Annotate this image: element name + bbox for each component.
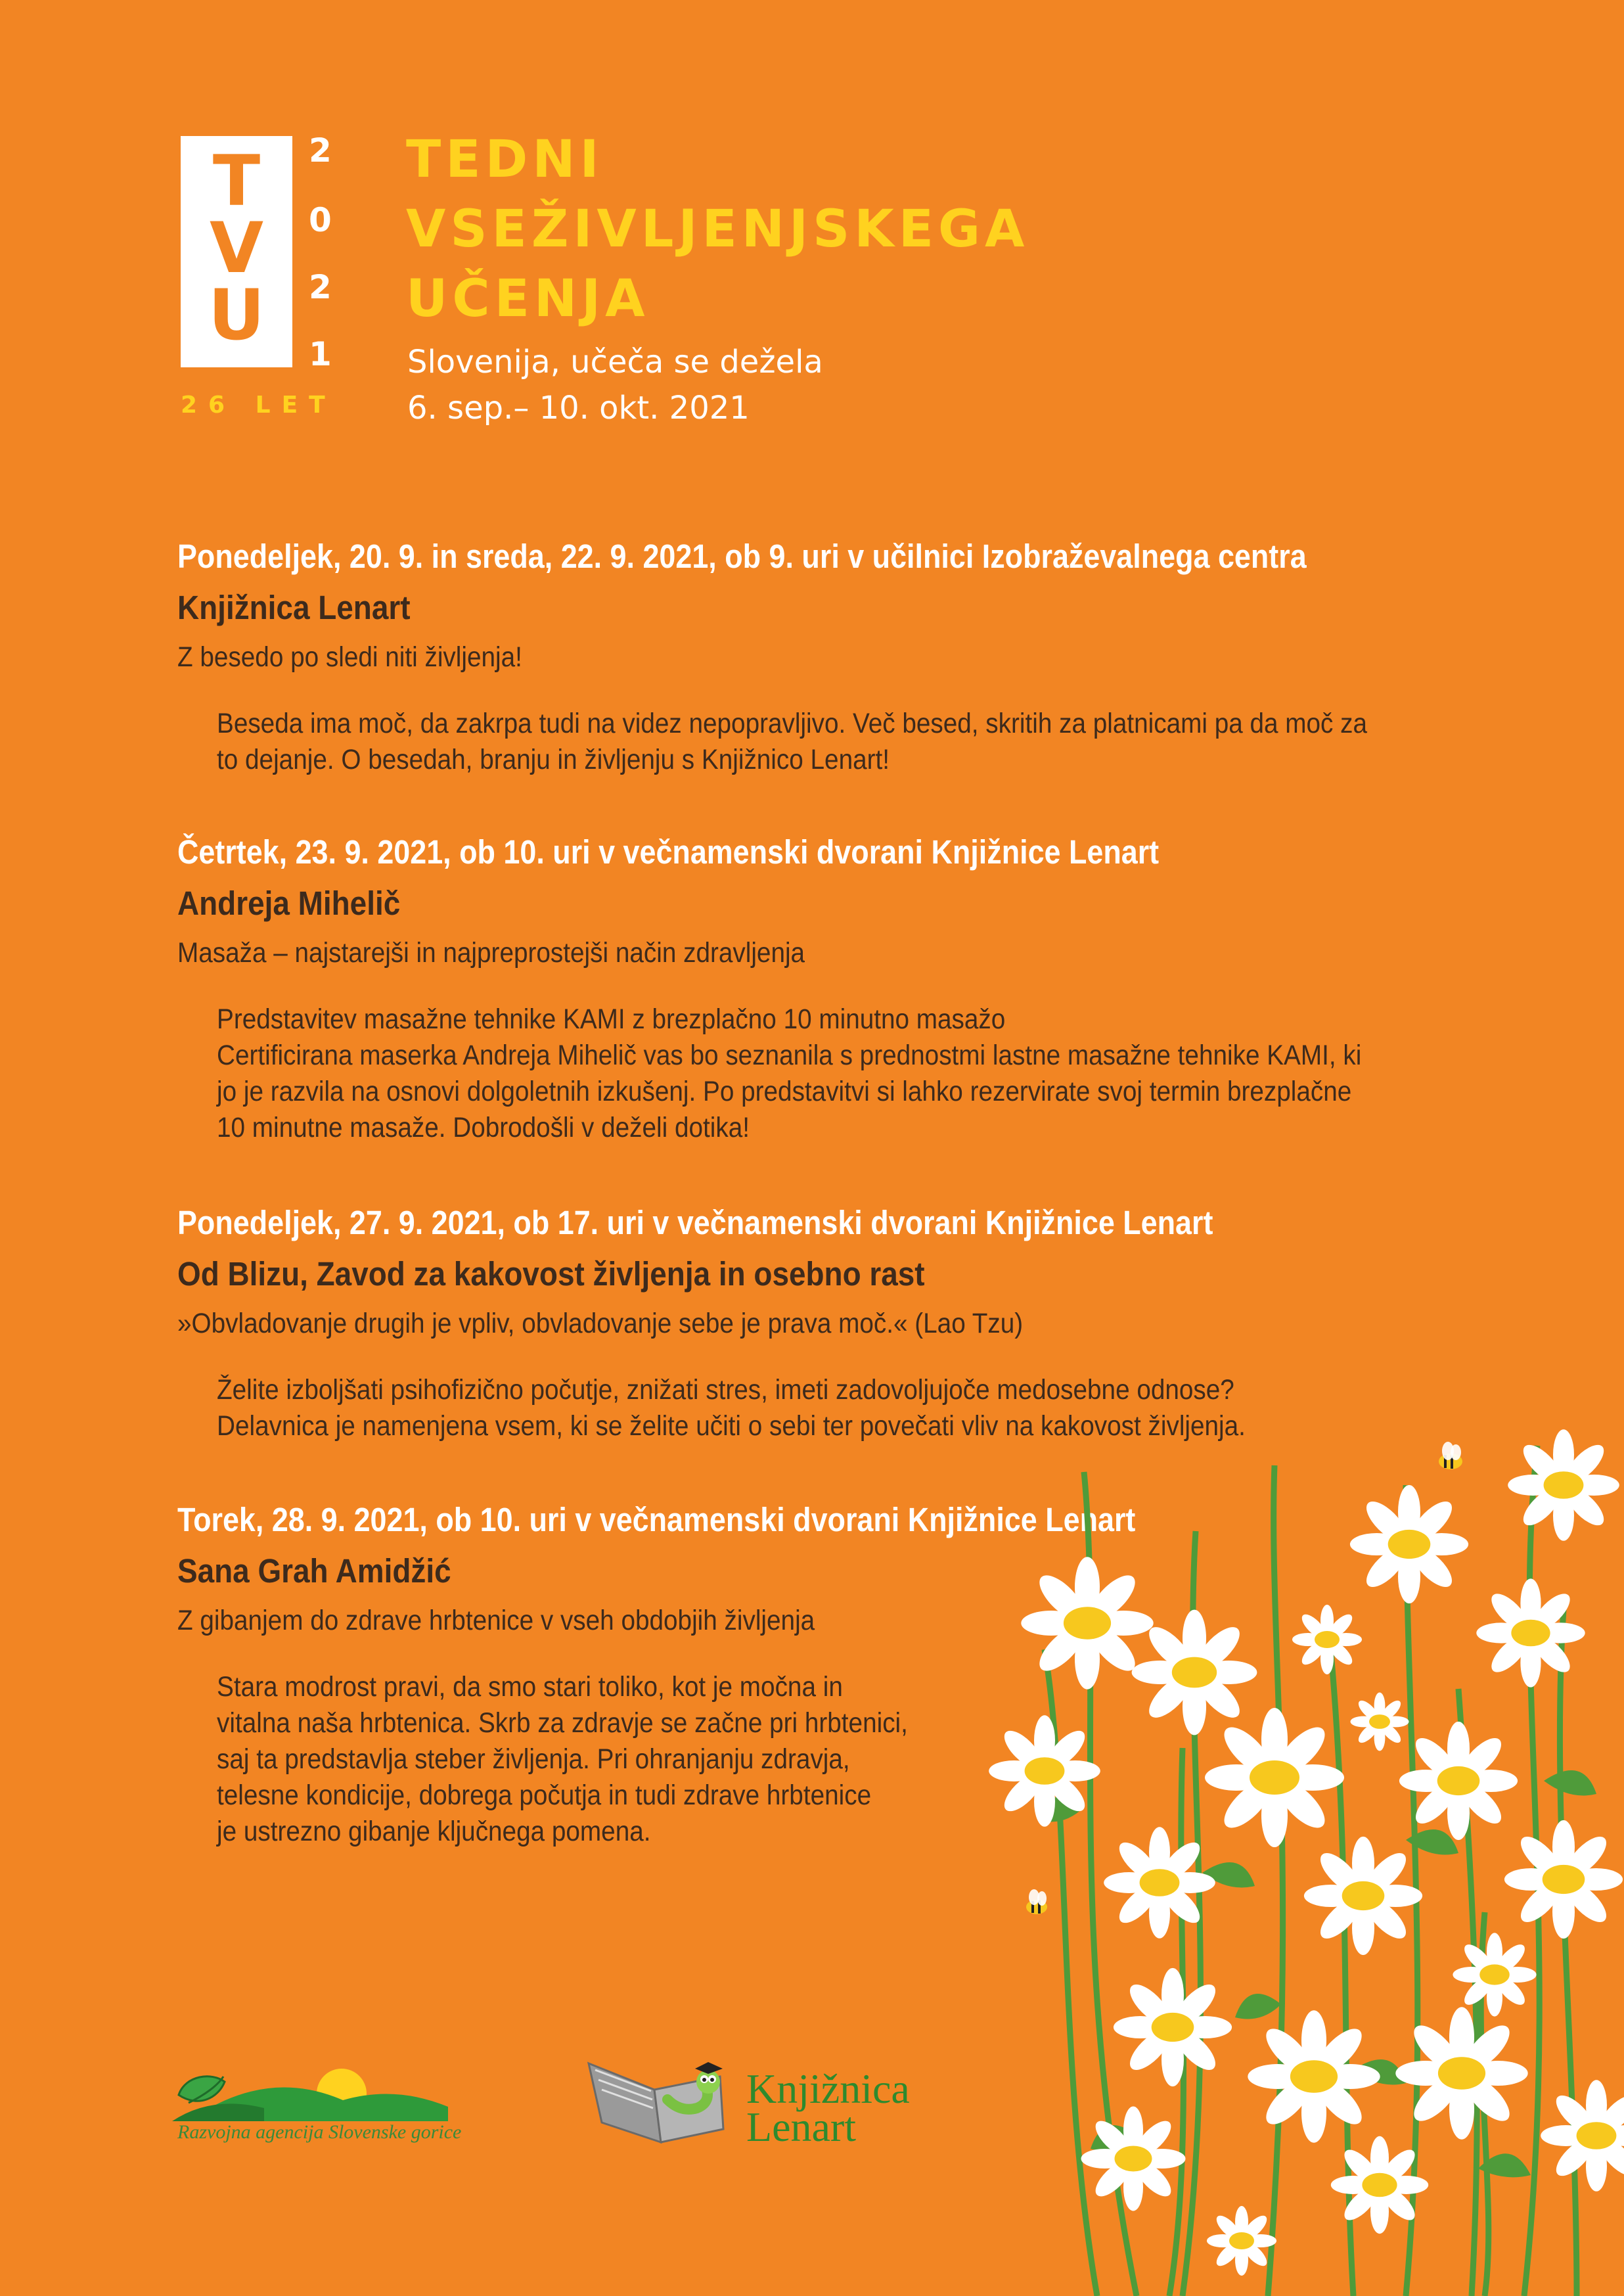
subtitle-line: 6. sep.– 10. okt. 2021	[407, 390, 750, 426]
event-host: Knjižnica Lenart	[177, 589, 411, 626]
year-digit: 1	[309, 335, 332, 373]
event-description	[217, 1001, 1364, 1146]
description-line: saj ta predstavlja steber življenja. Pri ohranjanju zdravja,	[217, 1743, 850, 1775]
event-title: Masaža – najstarejši in najpreprostejši način zdravljenja	[177, 937, 805, 969]
event-title: Z gibanjem do zdrave hrbtenice v vseh obdobjih življenja	[177, 1605, 815, 1636]
event-description	[217, 706, 1368, 778]
bee-icon	[1026, 1889, 1047, 1914]
book-worm-icon	[582, 2050, 753, 2155]
library-name	[746, 2065, 910, 2150]
description-line: telesne kondicije, dobrega počutja in tudi zdrave hrbtenice	[217, 1779, 872, 1811]
event-date: Četrtek, 23. 9. 2021, ob 10. uri v večnamenski dvorani Knjižnice Lenart	[177, 833, 1160, 871]
event-title: Z besedo po sledi niti življenja!	[177, 641, 522, 673]
logo-letter: U	[208, 275, 265, 356]
rasg-logo	[172, 2049, 461, 2147]
sun-hills-logo-icon	[172, 2049, 461, 2121]
year-digit: 2	[309, 131, 332, 170]
library-name-line: Lenart	[746, 2103, 856, 2150]
event-date: Ponedeljek, 20. 9. in sreda, 22. 9. 2021, ob 9. uri v učilnici Izobraževalnega centra	[177, 538, 1307, 575]
page-title	[406, 125, 1029, 334]
tvu-logo	[181, 136, 292, 367]
bee-icon	[1439, 1442, 1462, 1469]
library-logo	[582, 2050, 950, 2155]
event-3	[177, 1197, 1491, 1444]
tvu-letters	[181, 141, 292, 356]
years-label: 26 LET	[181, 392, 336, 419]
event-host: Sana Grah Amidžić	[177, 1552, 451, 1590]
description-line: Certificirana maserka Andreja Mihelič vas bo seznanila s prednostmi lastne masažne tehnike KAMI, ki	[217, 1040, 1362, 1071]
year-digit: 0	[309, 201, 332, 239]
daisy-flower-illustration	[985, 1413, 1624, 2296]
rasg-name: Razvojna agencija Slovenske gorice	[177, 2121, 462, 2143]
event-date: Torek, 28. 9. 2021, ob 10. uri v večnamenski dvorani Knjižnice Lenart	[177, 1501, 1136, 1538]
description-line: vitalna naša hrbtenica. Skrb za zdravje se začne pri hrbtenici,	[217, 1707, 908, 1739]
event-title: »Obvladovanje drugih je vpliv, obvladovanje sebe je prava moč.« (Lao Tzu)	[177, 1308, 1024, 1339]
description-line: jo je razvila na osnovi dolgoletnih izkušenj. Po predstavitvi si lahko rezervirate svoj termin brezplačne	[217, 1076, 1352, 1107]
description-line: Želite izboljšati psihofizično počutje, znižati stres, imeti zadovoljujoče medosebne odnose?	[217, 1374, 1234, 1406]
title-line: TEDNI	[406, 130, 604, 189]
event-1	[177, 531, 1491, 778]
subtitle-line: Slovenija, učeča se dežela	[407, 344, 823, 380]
year-digit: 2	[309, 268, 332, 306]
description-line: Predstavitev masažne tehnike KAMI z brezplačno 10 minutno masažo	[217, 1003, 1006, 1035]
event-host: Andreja Mihelič	[177, 884, 401, 922]
event-2	[177, 827, 1491, 1146]
title-line: UČENJA	[406, 269, 650, 329]
logo-letter: V	[209, 208, 264, 288]
description-line: je ustrezno gibanje ključnega pomena.	[217, 1816, 651, 1847]
logo-letter: T	[212, 141, 261, 221]
title-line: VSEŽIVLJENJSKEGA	[406, 200, 1029, 259]
event-date: Ponedeljek, 27. 9. 2021, ob 17. uri v večnamenski dvorani Knjižnice Lenart	[177, 1204, 1213, 1241]
library-name-line: Knjižnica	[746, 2065, 910, 2112]
description-line: Stara modrost pravi, da smo stari toliko, kot je močna in	[217, 1671, 843, 1703]
page-subtitle	[407, 339, 823, 431]
event-host: Od Blizu, Zavod za kakovost življenja in osebno rast	[177, 1255, 925, 1293]
description-line: to dejanje. O besedah, branju in življenju s Knjižnico Lenart!	[217, 744, 890, 775]
description-line: Delavnica je namenjena vsem, ki se želite učiti o sebi ter povečati vliv na kakovost življenja.	[217, 1410, 1246, 1442]
description-line: 10 minutne masaže. Dobrodošli v deželi dotika!	[217, 1112, 750, 1143]
description-line: Beseda ima moč, da zakrpa tudi na videz nepopravljivo. Več besed, skritih za platnicami pa da moč za	[217, 708, 1368, 739]
